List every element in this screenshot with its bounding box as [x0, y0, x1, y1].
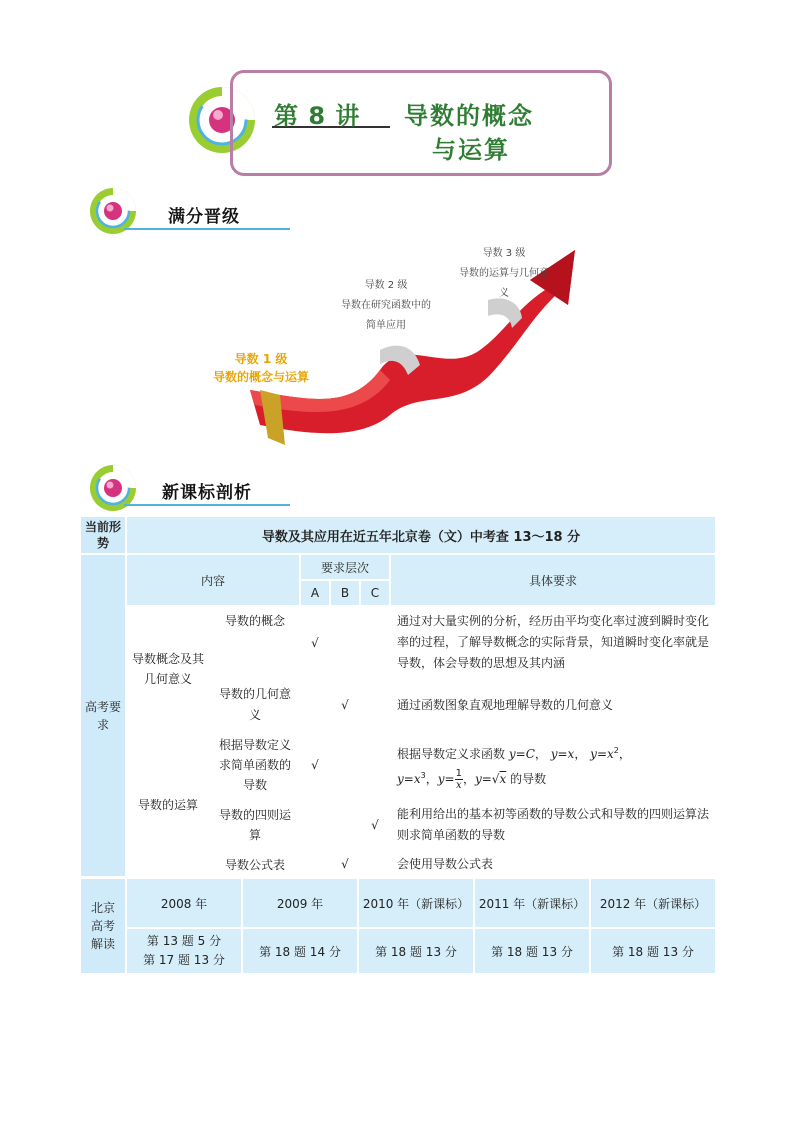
detail-text: 会使用导数公式表	[391, 852, 715, 876]
item-label: 导数的几何意义	[211, 680, 299, 730]
check-mark: √	[301, 732, 329, 798]
detail-text: 通过对大量实例的分析，经历由平均变化率过渡到瞬时变化率的过程，了解导数概念的实际背景，知道瞬时变化率就是导数，体会导数的思想及其内涵	[391, 607, 715, 678]
stair-level2-desc: 导数在研究函数中的简单应用	[341, 300, 431, 331]
exam-label: 高考要求	[81, 555, 125, 876]
detail-formula: 根据导数定义求函数 y=C， y=x， $y=x^2$， $y=x^3$，y= $\frac{1}{x}$ ，y=√x 的导数	[391, 732, 715, 798]
stair-level3-desc: 导数的运算与几何意义	[459, 268, 549, 299]
beijing-label: 北京高考解读	[81, 879, 125, 973]
requirements-table	[79, 515, 717, 878]
stair-level2-title: 导数 2 级	[364, 280, 408, 291]
score-2009: 第 18 题 14 分	[243, 929, 357, 973]
beijing-exam-table	[79, 877, 717, 975]
score-2012: 第 18 题 13 分	[591, 929, 715, 973]
stair-level3-label	[458, 244, 550, 304]
year-2009: 2009 年	[243, 879, 357, 927]
section-underline	[124, 228, 290, 230]
check-mark: √	[331, 852, 359, 876]
header-level-b: B	[331, 581, 359, 605]
detail-suffix: 的导数	[510, 771, 547, 786]
check-mark: √	[331, 680, 359, 730]
section-title-manfen: 满分晋级	[168, 207, 240, 227]
header-level: 要求层次	[301, 555, 389, 579]
header-level-a: A	[301, 581, 329, 605]
stair-level1-desc: 导数的概念与运算	[212, 370, 309, 384]
lecture-title-line1: 导数的概念	[404, 102, 534, 130]
header-level-c: C	[361, 581, 389, 605]
item-label: 导数的概念	[211, 607, 299, 678]
item-label: 导数公式表	[211, 852, 299, 876]
check-mark: √	[301, 607, 329, 678]
header-content: 内容	[127, 555, 299, 605]
detail-prefix: 根据导数定义求函数	[397, 746, 506, 761]
item-label: 导数的四则运算	[211, 800, 299, 850]
section-title-xinkebiao: 新课标剖析	[162, 483, 252, 503]
stair-level2-label	[340, 276, 432, 336]
score-2010: 第 18 题 13 分	[359, 929, 473, 973]
score-2008-line2: 第 17 题 13 分	[143, 953, 225, 967]
current-label: 当前形势	[81, 517, 125, 553]
stair-level3-title: 导数 3 级	[482, 248, 526, 259]
score-2008	[127, 929, 241, 973]
year-2011: 2011 年（新课标）	[475, 879, 589, 927]
detail-text: 能利用给出的基本初等函数的导数公式和导数的四则运算法则求简单函数的导数	[391, 800, 715, 850]
score-2011: 第 18 题 13 分	[475, 929, 589, 973]
group-label: 导数的运算	[127, 732, 209, 876]
stair-level1-title: 导数 1 级	[234, 352, 288, 366]
year-2010: 2010 年（新课标）	[359, 879, 473, 927]
score-2008-line1: 第 13 题 5 分	[146, 934, 222, 948]
header-detail: 具体要求	[391, 555, 715, 605]
group-label: 导数概念及其几何意义	[127, 607, 209, 730]
section-underline	[124, 504, 290, 506]
table-row	[81, 732, 715, 798]
detail-text: 通过函数图象直观地理解导数的几何意义	[391, 680, 715, 730]
stair-level1-label	[196, 350, 326, 386]
item-label: 根据导数定义求简单函数的导数	[211, 732, 299, 798]
current-text: 导数及其应用在近五年北京卷（文）中考查 13～18 分	[127, 517, 715, 553]
year-2008: 2008 年	[127, 879, 241, 927]
check-mark: √	[361, 800, 389, 850]
lecture-number: 第 8 讲	[274, 102, 361, 130]
lecture-title-line2: 与运算	[432, 136, 510, 164]
year-2012: 2012 年（新课标）	[591, 879, 715, 927]
table-row	[81, 607, 715, 678]
